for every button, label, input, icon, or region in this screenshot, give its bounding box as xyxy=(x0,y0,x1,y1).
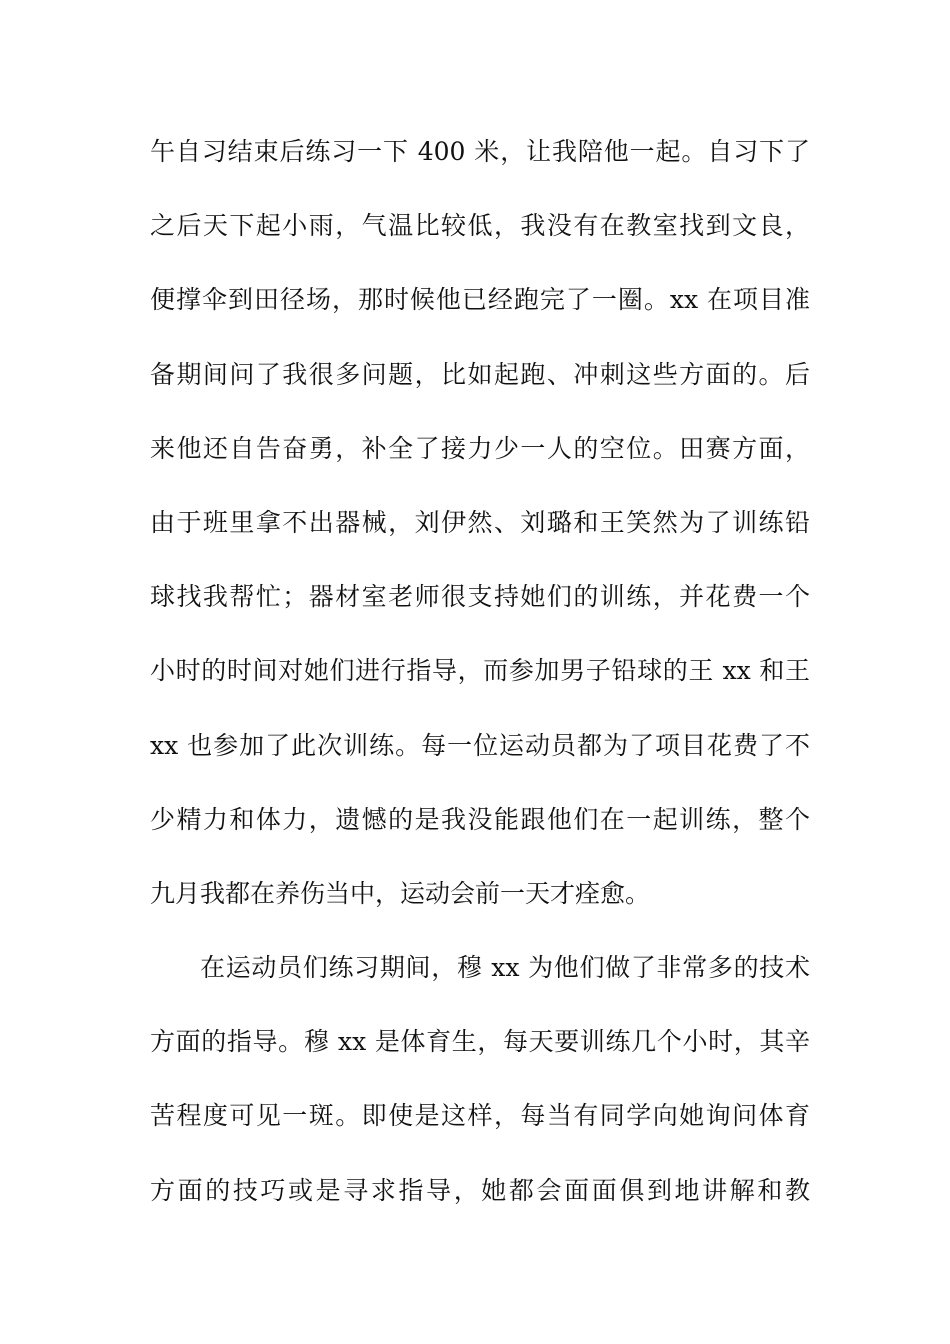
text-line: 来他还自告奋勇，补全了接力少一人的空位。田赛方面， xyxy=(150,433,810,463)
paragraph-2 xyxy=(150,942,810,1239)
text-line: 之后天下起小雨，气温比较低，我没有在教室找到文良， xyxy=(150,211,810,241)
text-line: 方面的指导。穆 xx 是体育生，每天要训练几个小时，其辛 xyxy=(150,1027,810,1057)
text-line: 由于班里拿不出器械，刘伊然、刘璐和王笑然为了训练铅 xyxy=(150,507,810,537)
body-text xyxy=(150,126,810,1239)
text-line: 球找我帮忙；器材室老师很支持她们的训练，并花费一个 xyxy=(150,582,810,612)
text-line: 方面的技巧或是寻求指导，她都会面面俱到地讲解和教 xyxy=(150,1175,810,1205)
text-line: 小时的时间对她们进行指导，而参加男子铅球的王 xx 和王 xyxy=(150,656,810,686)
text-line: 备期间问了我很多问题，比如起跑、冲刺这些方面的。后 xyxy=(150,359,810,389)
paragraph-1 xyxy=(150,126,810,942)
text-line: 少精力和体力，遗憾的是我没能跟他们在一起训练，整个 xyxy=(150,804,810,834)
text-line: 便撑伞到田径场，那时候他已经跑完了一圈。xx 在项目准 xyxy=(150,285,810,315)
text-line: 苦程度可见一斑。即使是这样，每当有同学向她询问体育 xyxy=(150,1101,810,1131)
text-line: 九月我都在养伤当中，运动会前一天才痊愈。 xyxy=(150,878,651,908)
text-line: 在运动员们练习期间，穆 xx 为他们做了非常多的技术 xyxy=(200,953,810,983)
text-line: xx 也参加了此次训练。每一位运动员都为了项目花费了不 xyxy=(150,730,810,760)
text-line: 午自习结束后练习一下 400 米，让我陪他一起。自习下了 xyxy=(150,137,810,166)
